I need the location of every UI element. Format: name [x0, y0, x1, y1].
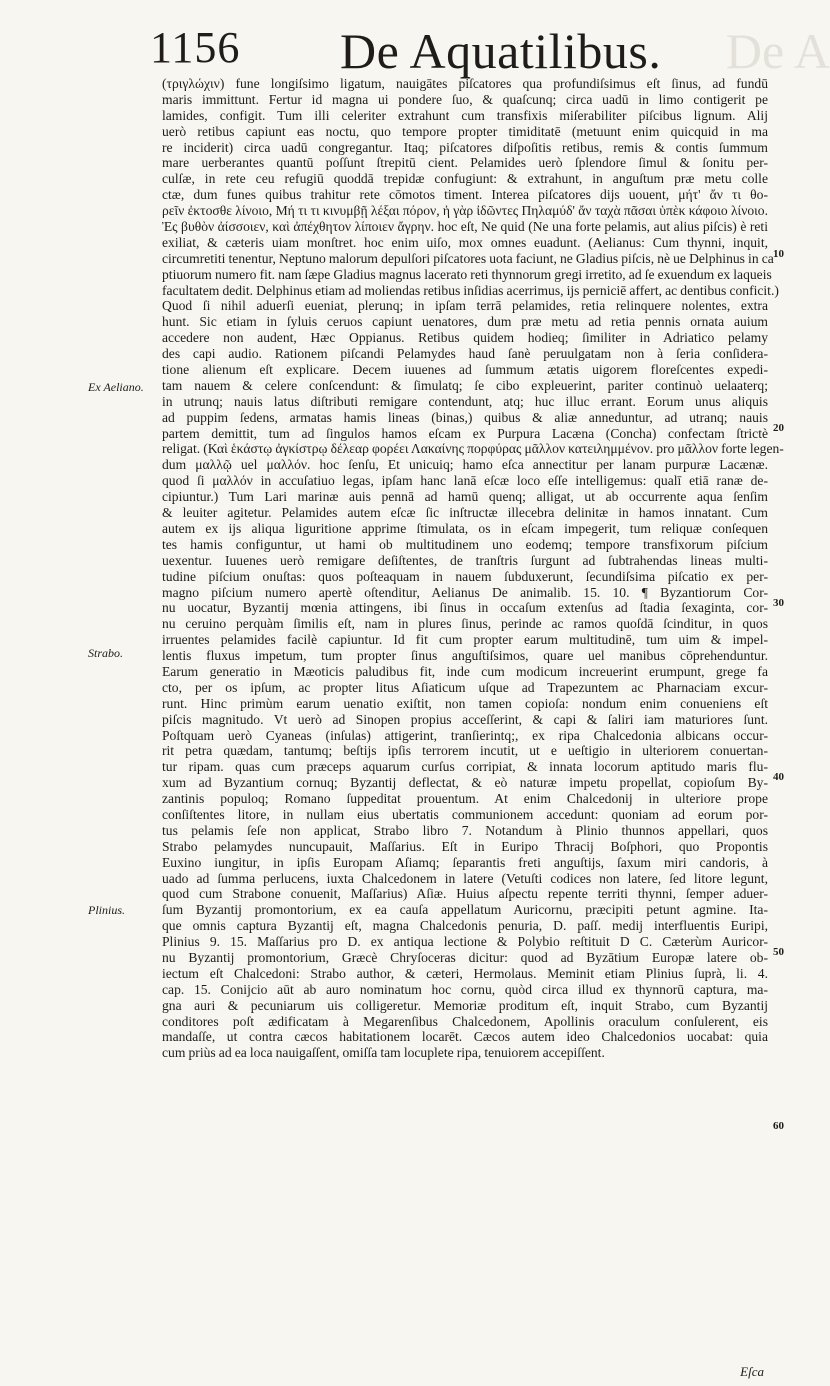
text-line: piſcis magnitudo. Vt uerò ad Sinopen propius acceſſerint, & capi & ſaliri iam maturiores ſunt.: [162, 711, 768, 727]
text-line: accedere non audent, Hæc Oppianus. Retibus quidem hodieq; ſimiliter in Adriatico pelamy: [162, 330, 768, 346]
text-line: tudine piſcium onuſtas: quos poſteaquam in nauem ſubduxerunt, ſecundiſsima piſcatio ex per-: [162, 568, 768, 584]
text-line: Ἐς βυθὸν ἀίσσοιεν, καὶ ἀπέχθητον λίποιεν ἄγρην. hoc eſt, Ne quid (Ne una forte pelamis, aut alius piſcis) è reti: [162, 219, 768, 235]
text-line: que omnis captura Byzantij eſt, magna Chalcedonis penuria, D. paſſ. medij interfluentis Euripi,: [162, 918, 768, 934]
text-line: tes hamis configuntur, ut hami ob multitudinem uno eodemq; tempore transfixorum piſcium: [162, 536, 768, 552]
margin-note-aelian: Ex Aeliano.: [88, 380, 144, 394]
text-line: Euxino iungitur, in ipſis Europam Aſiamq; ſeparantis freti anguſtijs, ſaxum miri candoris, à: [162, 854, 768, 870]
text-line: facultatem dedit. Delphinus etiam ad moliendas retibus inſidias acerrimus, ijs perniciē affert, ac dentibus conficit.): [162, 282, 779, 298]
text-line: nu Byzantij promontorium, Græcè Chryſoceras dicitur: quod ad Byzātium Europæ latere ob-: [162, 949, 768, 965]
text-line: religat. (Καὶ ἑκάστῳ ἀγκίστρῳ δέλεαρ φορέει Λακαίνης πορφύρας μᾶλλον κατειλημμένον. pro μᾶλλον forte legen-: [162, 441, 784, 457]
text-line: maris immittunt. Fertur id magna ui pondere ſuo, & quaſcunq; circa uadū in limo contigerit pe: [162, 91, 768, 107]
text-line: tur ripam. quas cum præceps aquarum curſus corripiat, & innata locorum aptitudo maris flu-: [162, 759, 768, 775]
text-line: runt. Hinc primùm earum uenatio exiſtit, non tamen copioſa: nondum enim conueniens eſt: [162, 695, 768, 711]
text-line: cum priùs ad ea loca nauigaſſent, omiſſa tam locuplete ripa, tenuiorem accepiſſent.: [162, 1045, 605, 1061]
text-line: conſiſtentes litore, in nullam eius ubertatis communionem accedunt: quoniam ad eorum por-: [162, 806, 768, 822]
text-line: irruentes pelamides facilè capiuntur. Id fit cum propter earum multitudinē, tum uim & impel-: [162, 632, 768, 648]
text-line: ſum Byzantij promontorium, ex ea cauſa appellatum Auricornu, præcipiti petunt agmine. Ita-: [162, 902, 768, 918]
text-line: mare uerberantes quantū poſſunt ſtrepitū cient. Pelamides uerò ſplendore ſimul & ſonitu per-: [162, 155, 768, 171]
text-line: ptiuorum numero fit. nam ſæpe Gladius magnus lacerato reti thynnorum gregi irretito, ad ſe exuendum ex laqueis: [162, 266, 772, 282]
text-line: magno piſcium numero apertè oſtenditur, Aelianus De animalib. 15. 10. ¶ Byzantiorum Cor-: [162, 584, 768, 600]
line-number-20: 20: [773, 422, 784, 434]
text-line: uerò retibus capiunt eas noctu, quo tempore propter timiditatē (metuunt enim quicquid in ma: [162, 123, 768, 139]
text-line: circumretiti tenentur, Neptuno malorum depulſori piſcatores uota faciunt, ne Gladius piſcis, nè ue Delphinus in ca: [162, 250, 774, 266]
text-line: Strabo pelamydes nuncupauit, Maſſarius. Eſt in Euripo Thracij Boſphori, quo Propontis: [162, 838, 768, 854]
text-line: (τριγλώχιν) fune longiſsimo ligatum, nauigātes piſcatores qua profundiſsimus eſt ſinus, ad fundū: [162, 76, 768, 91]
text-line: uado ad ſumma perlucens, iuxta Chalcedonem in latere (Vetuſti codices non latere, ſed litore legunt,: [162, 870, 768, 886]
text-line: xum ad Byzantium cornuq; Byzantij deflectat, & eò naturæ impetu propellat, copioſum By-: [162, 775, 768, 791]
catchword: Eſca: [740, 1364, 764, 1379]
text-line: tam nauem & celere conſcendunt: & ſimulatq; ſe cibo expleuerint, pariter continuò uelaaterq;: [162, 377, 768, 393]
text-line: lamides, configit. Tum illi celeriter extrahunt cum transfixis miſerabiliter piſcibus lignum. Alij: [162, 107, 768, 123]
text-line: re inciderit) circa uadū congregantur. Itaq; piſcatores diſpoſitis retibus, remis & contis ſummum: [162, 139, 768, 155]
text-line: iectum eſt Chalcedoni: Strabo author, & cæteri, Hermolaus. Meminit etiam Plinius ſuprà, li. 4.: [162, 965, 768, 981]
text-line: hunt. Sic etiam in ſyluis ceruos capiunt uenatores, dum præ metu ad retia pennis ornata auium: [162, 314, 768, 330]
line-number-50: 50: [773, 946, 784, 958]
text-line: quod cum Strabone conuenit, Maſſarius) Aſiæ. Huius aſpectu repente territi thynni, ſemper aduer-: [162, 886, 768, 902]
text-line: dum μαλλῷ uel μαλλόν. hoc ſenſu, Et unicuiq; hamo eſca annectitur per lanam purpuræ Lacænæ.: [162, 457, 768, 473]
text-line: Poſtquam uerò Cyaneas (inſulas) attigerint, tranſierintq;, ex ripa Chalcedonia albicans occur-: [162, 727, 768, 743]
text-line: tus pelamis ſeſe non applicat, Strabo libro 7. Notandum à Plinio thunnos appellari, quos: [162, 822, 768, 838]
text-line: cipiuntur.) Tum Lari marinæ auis pennā ad hamū quenq; alligat, ut ab occurrente aqua ſenſim: [162, 489, 768, 505]
text-line: nu uocatur, Byzantij mœnia attingens, ibi ſinus in occaſum extenſus ad ſtadia ſexaginta, cor-: [162, 600, 768, 616]
text-line: exiliat, & cæteris uiam monſtret. hoc enim uiſo, mox omnes euadunt. (Aelianus: Cum thynni, inquit,: [162, 234, 768, 250]
text-line: Quod ſi nihil aduerſi eueniat, plerunq; in ipſam terrā pelamides, retia relinquere nolentes, extra: [162, 298, 768, 314]
line-number-10: 10: [773, 248, 784, 260]
margin-note-plinius: Plinius.: [88, 903, 126, 917]
text-line: Earum generatio in Mæoticis paludibus fit, inde cum modicum increuerint erumpunt, grege fa: [162, 663, 768, 679]
text-line: cap. 15. Conijcio aūt ab auro nominatum hoc cornu, quòd circa illud ex thynnorū captura, ma-: [162, 981, 768, 997]
text-line: zantinis populoq; Romano ſuppeditat prouentum. At enim Chalcedonij in ulteriore prope: [162, 791, 768, 807]
text-line: nu ceruino perquàm ſimilis eſt, nam in plures ſinus, perinde ac ramos quoſdā ſcinditur, in quos: [162, 616, 768, 632]
text-line: des capi audio. Rationem piſcandi Pelamydes haud ſanè peruulgatam non à ſeria conſidera-: [162, 346, 768, 362]
text-line: cto, per os ipſum, ac propter litus Aſiaticum uſque ad Trapezuntem ac Pharnaciam excur-: [162, 679, 768, 695]
text-line: conditores poſt ædificatam à Megarenſibus Chalcedonem, Apollinis oraculum conſulerent, eis: [162, 1013, 768, 1029]
text-line: & leuiter agitetur. Pelamides autem eſcæ ſic inſtructæ illecebra delinitæ in hamos innatant. Cum: [162, 505, 768, 521]
text-line: mandaſſe, ut contra cæcos habitationem locarēt. Cæcos autem ideo Chalcedonios uocabat: quia: [162, 1029, 768, 1045]
text-line: quod ſi μαλλόν in accuſatiuo legas, ipſam hanc lanā eſcæ loco eſſe intelligemus: qualī etiā ranæ de-: [162, 473, 768, 489]
text-line: ρεῖν ἐκτοσθε λίνοιο, Μή τι τι κινυμβῇ λέξαι πόρον, ἠ γὰρ ἰδῶντες Πηλαμύδ' ἄν ταχὰ πᾶσαι ὑπὲκ κάφοιο λίνοιο.: [162, 203, 768, 219]
line-number-40: 40: [773, 771, 784, 783]
bleed-through-text: De A: [725, 23, 830, 79]
text-line: rit petra quædam, tantumq; beſtijs ipſis terrorem incutit, ut e ueſtigio in ulteriorem conuertan-: [162, 743, 768, 759]
text-line: lentis fluxus impetum, tum propter ſinus anguſtiſsimos, quare uel manibus cōprehenduntur.: [162, 648, 768, 664]
text-line: tione alienum eſt explicare. Decem iuuenes ad ſummum ætatis uigorem floreſcentes expedi-: [162, 362, 768, 378]
text-line: Plinius 9. 15. Maſſarius pro D. ex antiqua lectione & Polybio reſtituit D C. Cæterùm Auricor-: [162, 934, 768, 950]
text-line: autem ex ijs aliqua liguritione apprime ſtimulata, os in eſcam impegerit, tum reliquæ conſequen: [162, 520, 768, 536]
text-line: culſæ, in rete ceu refugiū quoddā trepidæ confugiunt: & extrahunt, in anguſtum præ metu colle: [162, 171, 768, 187]
margin-note-strabo: Strabo.: [88, 646, 124, 660]
text-line: ctæ, dum funes quibus trahitur rete cōmotos timent. Interea piſcatores dijs uouent, μήτ' ἄν τι θο-: [162, 187, 768, 203]
text-line: uexentur. Iuuenes uerò remigare deſiſtentes, de tranſtris ſurgunt ad ſubtrahendas lineas multi-: [162, 552, 768, 568]
running-title: De Aquatilibus.: [340, 23, 662, 79]
text-line: gna auri & pecuniarum uis colligeretur. Memoriæ proditum eſt, inquit Strabo, cum Byzantij: [162, 997, 768, 1013]
text-line: ad puppim ſedens, armatas hamis lineas (binas,) quibus & aliæ anneduntur, ad utranq; nauis: [162, 409, 768, 425]
text-line: partem demittit, tum ad ſingulos hamos eſcam ex Purpura Lacæna (Concha) confectam ſtrictè: [162, 425, 768, 441]
text-line: in utrunq; nauis latus diſtributi remigare contendunt, atq; huc illuc errant. Eorum unus aliquis: [162, 393, 768, 409]
line-number-60: 60: [773, 1120, 784, 1132]
page-number: 1156: [150, 23, 241, 72]
line-number-30: 30: [773, 597, 784, 609]
